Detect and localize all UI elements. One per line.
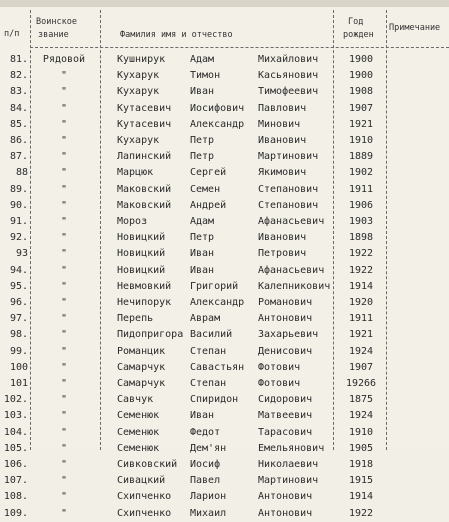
- row-birth-year: 1910: [348, 426, 374, 438]
- row-number: 81.: [9, 54, 28, 65]
- row-surname: Романцик: [117, 345, 166, 357]
- row-surname: Нечипорук: [117, 297, 172, 308]
- row-patronymic: Фотович: [258, 378, 301, 389]
- row-given-name: Федот: [190, 426, 221, 438]
- header-rank-line2: звание: [38, 30, 69, 40]
- row-rank: ": [60, 216, 68, 227]
- row-given-name: Аврам: [190, 313, 221, 325]
- row-number: 85.: [9, 118, 28, 130]
- row-patronymic: Антонович: [258, 313, 313, 325]
- row-given-name: Адам: [190, 54, 215, 65]
- header-year-line2: рожден: [343, 30, 374, 40]
- row-rank: ": [60, 280, 68, 292]
- row-given-name: Василий: [190, 329, 233, 341]
- row-given-name: Ларион: [190, 491, 227, 503]
- row-number: 105.: [3, 442, 28, 454]
- row-birth-year: 1911: [348, 183, 374, 195]
- row-surname: Лапинский: [117, 151, 172, 163]
- row-number: 107.: [3, 475, 28, 487]
- row-number: 106.: [3, 459, 28, 470]
- row-birth-year: 1900: [348, 54, 374, 65]
- row-rank: ": [60, 86, 68, 98]
- row-given-name: Александр: [190, 118, 245, 130]
- row-number: 103.: [3, 410, 28, 422]
- row-given-name: Петр: [190, 232, 215, 244]
- row-patronymic: Иванович: [258, 232, 307, 244]
- table-row: [0, 214, 449, 230]
- row-birth-year: 1914: [348, 280, 374, 292]
- row-birth-year: 1922: [348, 264, 374, 276]
- table-row: [0, 311, 449, 327]
- row-birth-year: 19266: [345, 378, 377, 389]
- row-birth-year: 1907: [348, 361, 374, 373]
- table-row: [0, 295, 449, 311]
- row-birth-year: 1889: [348, 151, 374, 163]
- row-rank: ": [60, 475, 68, 487]
- row-birth-year: 1922: [348, 507, 374, 519]
- row-rank: ": [60, 264, 68, 276]
- row-rank: ": [60, 491, 68, 503]
- row-number: 92.: [9, 232, 28, 244]
- table-row: [0, 376, 449, 392]
- table-row: [0, 392, 449, 408]
- row-surname: Схипченко: [117, 491, 172, 503]
- row-given-name: Иван: [190, 86, 215, 98]
- row-surname: Невмовкий: [117, 280, 172, 292]
- row-number: 84.: [9, 102, 28, 114]
- row-rank: ": [60, 361, 68, 373]
- table-row: [0, 473, 449, 489]
- row-number: 95.: [9, 280, 28, 292]
- row-given-name: Павел: [190, 475, 221, 487]
- table-row: [0, 165, 449, 181]
- row-surname: Кушнирук: [117, 54, 166, 65]
- row-patronymic: Романович: [258, 297, 313, 308]
- row-given-name: Иосифович: [190, 102, 245, 114]
- row-surname: Кухарук: [117, 135, 160, 146]
- row-surname: Сивацкий: [117, 475, 166, 487]
- row-given-name: Степан: [190, 378, 227, 389]
- row-given-name: Иосиф: [190, 459, 221, 470]
- row-surname: Семенюк: [117, 410, 160, 422]
- row-birth-year: 1907: [348, 102, 374, 114]
- header-name: Фамилия имя и отчество: [120, 30, 233, 40]
- row-number: 94.: [9, 264, 28, 276]
- row-surname: Кутасевич: [117, 102, 172, 114]
- row-surname: Кухарук: [117, 86, 160, 98]
- table-row: [0, 68, 449, 84]
- row-birth-year: 1911: [348, 313, 374, 325]
- table-row: [0, 327, 449, 343]
- row-surname: Савчук: [117, 394, 154, 406]
- row-patronymic: Михайлович: [258, 54, 319, 65]
- row-given-name: Тимон: [190, 70, 221, 82]
- row-surname: Новицкий: [117, 232, 166, 244]
- row-given-name: Сергей: [190, 167, 227, 179]
- table-row: [0, 84, 449, 100]
- row-patronymic: Денисович: [258, 345, 313, 357]
- row-birth-year: 1908: [348, 86, 374, 98]
- row-number: 89.: [9, 183, 28, 195]
- row-number: 100: [9, 361, 28, 373]
- page-top-edge: [0, 0, 449, 7]
- row-birth-year: 1905: [348, 442, 374, 454]
- row-patronymic: Сидорович: [258, 394, 313, 406]
- row-given-name: Иван: [190, 410, 215, 422]
- row-rank: ": [60, 135, 68, 146]
- row-surname: Семенюк: [117, 442, 160, 454]
- row-birth-year: 1914: [348, 491, 374, 503]
- row-given-name: Степан: [190, 345, 227, 357]
- row-rank: ": [60, 329, 68, 341]
- table-row: [0, 408, 449, 424]
- row-birth-year: 1921: [348, 329, 374, 341]
- table-row: [0, 117, 449, 133]
- row-surname: Пидопригора: [117, 329, 184, 341]
- row-birth-year: 1875: [348, 394, 374, 406]
- row-patronymic: Захарьевич: [258, 329, 319, 341]
- table-row: [0, 263, 449, 279]
- row-birth-year: 1906: [348, 199, 374, 211]
- row-rank: ": [60, 313, 68, 325]
- row-patronymic: Павлович: [258, 102, 307, 114]
- row-patronymic: Степанович: [258, 199, 319, 211]
- row-number: 87.: [9, 151, 28, 163]
- row-rank: ": [60, 183, 68, 195]
- row-patronymic: Николаевич: [258, 459, 319, 470]
- row-patronymic: Мартинович: [258, 475, 319, 487]
- table-row: [0, 344, 449, 360]
- header-num: п/п: [4, 29, 20, 39]
- row-birth-year: 1900: [348, 70, 374, 82]
- table-row: [0, 441, 449, 457]
- row-rank: ": [60, 248, 68, 260]
- row-patronymic: Степанович: [258, 183, 319, 195]
- row-rank: ": [60, 345, 68, 357]
- header-rank-line1: Воинское: [36, 17, 77, 27]
- table-row: [0, 52, 449, 68]
- row-given-name: Александр: [190, 297, 245, 308]
- row-birth-year: 1920: [348, 297, 374, 308]
- row-patronymic: Минович: [258, 118, 301, 130]
- row-rank: ": [60, 167, 68, 179]
- row-patronymic: Фотович: [258, 361, 301, 373]
- row-number: 104.: [3, 426, 28, 438]
- header-year-line1: Год: [348, 17, 364, 27]
- row-rank: ": [60, 378, 68, 389]
- row-given-name: Иван: [190, 264, 215, 276]
- row-birth-year: 1903: [348, 216, 374, 227]
- row-number: 83.: [9, 86, 28, 98]
- row-rank: ": [60, 118, 68, 130]
- row-number: 96.: [9, 297, 28, 308]
- table-row: [0, 360, 449, 376]
- row-birth-year: 1918: [348, 459, 374, 470]
- row-rank: Рядовой: [42, 54, 86, 65]
- table-row: [0, 246, 449, 262]
- row-surname: Самарчук: [117, 361, 166, 373]
- row-number: 102.: [3, 394, 28, 406]
- row-birth-year: 1924: [348, 410, 374, 422]
- row-patronymic: Афанасьевич: [258, 216, 325, 227]
- row-rank: ": [60, 410, 68, 422]
- row-number: 108.: [3, 491, 28, 503]
- row-given-name: Михаил: [190, 507, 227, 519]
- row-birth-year: 1910: [348, 135, 374, 146]
- header-divider: [30, 47, 449, 48]
- row-number: 97.: [9, 313, 28, 325]
- table-row: [0, 198, 449, 214]
- row-patronymic: Мартинович: [258, 151, 319, 163]
- row-surname: Маковский: [117, 199, 172, 211]
- row-rank: ": [60, 394, 68, 406]
- row-rank: ": [60, 297, 68, 308]
- row-rank: ": [60, 442, 68, 454]
- row-given-name: Андрей: [190, 199, 227, 211]
- row-surname: Перепь: [117, 313, 154, 325]
- row-surname: Новицкий: [117, 248, 166, 260]
- row-rank: ": [60, 426, 68, 438]
- row-given-name: Иван: [190, 248, 215, 260]
- table-row: [0, 133, 449, 149]
- row-patronymic: Иванович: [258, 135, 307, 146]
- row-given-name: Петр: [190, 135, 215, 146]
- table-row: [0, 101, 449, 117]
- row-surname: Сивковский: [117, 459, 178, 470]
- table-row: [0, 457, 449, 473]
- row-patronymic: Емельянович: [258, 442, 325, 454]
- row-given-name: Петр: [190, 151, 215, 163]
- row-surname: Кухарук: [117, 70, 160, 82]
- row-rank: ": [60, 151, 68, 163]
- row-given-name: Дем'ян: [190, 442, 227, 454]
- row-surname: Марцюк: [117, 167, 154, 179]
- row-number: 86.: [9, 135, 28, 146]
- row-birth-year: 1902: [348, 167, 374, 179]
- row-surname: Новицкий: [117, 264, 166, 276]
- table-row: [0, 182, 449, 198]
- row-birth-year: 1898: [348, 232, 374, 244]
- header-note: Примечание: [389, 23, 441, 33]
- row-birth-year: 1921: [348, 118, 374, 130]
- row-number: 93: [15, 248, 28, 260]
- row-number: 82.: [9, 70, 28, 82]
- row-surname: Мороз: [117, 216, 148, 227]
- row-patronymic: Тимофеевич: [258, 86, 319, 98]
- row-number: 109.: [3, 507, 28, 519]
- row-number: 98.: [9, 329, 28, 341]
- row-patronymic: Тарасович: [258, 426, 313, 438]
- row-surname: Маковский: [117, 183, 172, 195]
- row-surname: Кутасевич: [117, 118, 172, 130]
- row-number: 88: [15, 167, 28, 179]
- row-patronymic: Калепникович: [258, 280, 331, 292]
- row-patronymic: Якимович: [258, 167, 307, 179]
- row-rank: ": [60, 70, 68, 82]
- row-rank: ": [60, 507, 68, 519]
- row-birth-year: 1915: [348, 475, 374, 487]
- row-patronymic: Матвеевич: [258, 410, 313, 422]
- row-given-name: Адам: [190, 216, 215, 227]
- row-birth-year: 1924: [348, 345, 374, 357]
- table-row: [0, 425, 449, 441]
- row-number: 90.: [9, 199, 28, 211]
- row-surname: Самарчук: [117, 378, 166, 389]
- table-row: [0, 489, 449, 505]
- row-patronymic: Антонович: [258, 491, 313, 503]
- row-surname: Семенюк: [117, 426, 160, 438]
- row-rank: ": [60, 102, 68, 114]
- table-row: [0, 230, 449, 246]
- row-patronymic: Касьянович: [258, 70, 319, 82]
- row-number: 99.: [9, 345, 28, 357]
- row-birth-year: 1922: [348, 248, 374, 260]
- row-rank: ": [60, 199, 68, 211]
- row-number: 91.: [9, 216, 28, 227]
- row-rank: ": [60, 459, 68, 470]
- row-given-name: Спиридон: [190, 394, 239, 406]
- row-given-name: Семен: [190, 183, 221, 195]
- row-patronymic: Антонович: [258, 507, 313, 519]
- row-patronymic: Афанасьевич: [258, 264, 325, 276]
- row-number: 101: [9, 378, 28, 389]
- table-row: [0, 149, 449, 165]
- row-surname: Схипченко: [117, 507, 172, 519]
- table-row: [0, 279, 449, 295]
- row-rank: ": [60, 232, 68, 244]
- row-patronymic: Петрович: [258, 248, 307, 260]
- row-given-name: Савастьян: [190, 361, 245, 373]
- row-given-name: Григорий: [190, 280, 239, 292]
- table-row: [0, 506, 449, 522]
